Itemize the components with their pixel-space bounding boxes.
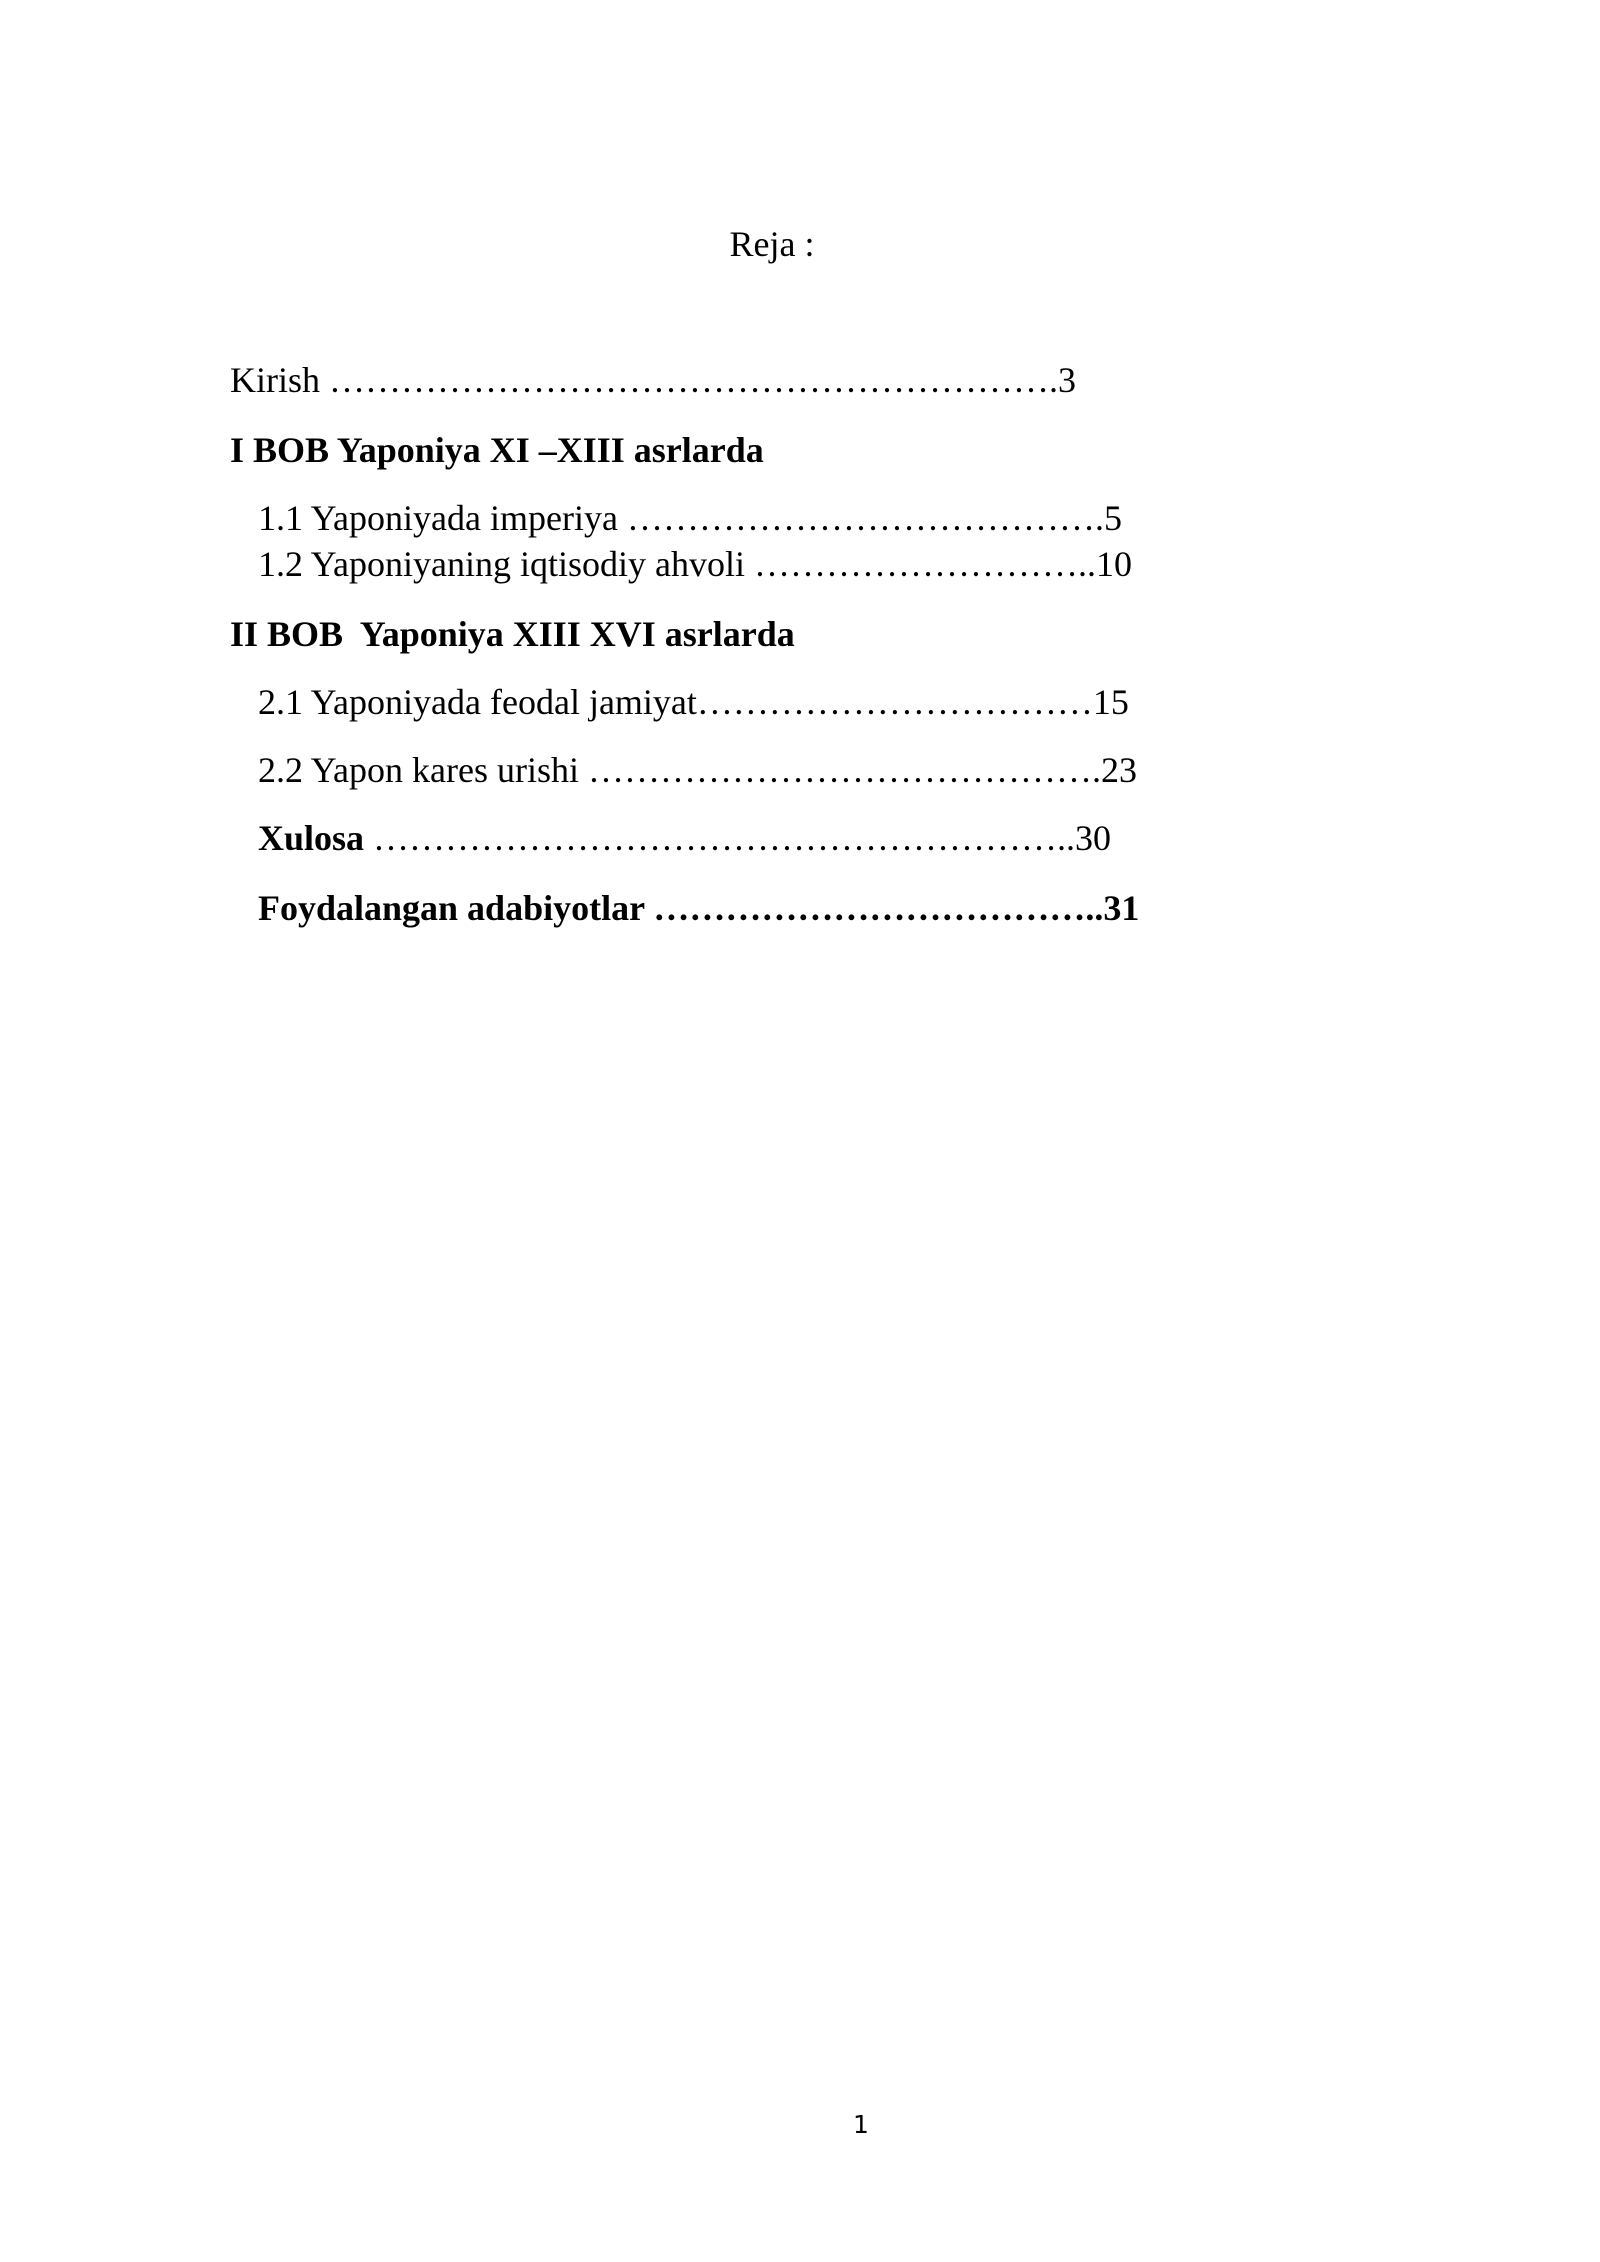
page-number: 1 bbox=[853, 2110, 869, 2139]
toc-entry-2-1: 2.1 Yaponiyada feodal jamiyat……………………………15 bbox=[258, 682, 1129, 722]
toc-entry-kirish: Kirish …………………………………………………….3 bbox=[230, 360, 1076, 400]
toc-entry-xulosa-label: Xulosa bbox=[258, 818, 365, 858]
toc-entry-adabiyotlar: Foydalangan adabiyotlar ………………………………..31 bbox=[258, 888, 1140, 928]
toc-entry-1-1: 1.1 Yaponiyada imperiya ………………………………….5 bbox=[258, 498, 1122, 538]
toc-chapter-2: II BOB Yaponiya XIII XVI asrlarda bbox=[230, 614, 795, 654]
page-title: Reja : bbox=[729, 224, 815, 264]
toc-entry-1-2: 1.2 Yaponiyaning iqtisodiy ahvoli ………………………..10 bbox=[258, 544, 1133, 584]
toc-chapter-1: I BOB Yaponiya XI –XIII asrlarda bbox=[230, 430, 764, 470]
toc-entry-xulosa bbox=[258, 816, 1111, 860]
toc-entry-xulosa-leader: …………………………………………………..30 bbox=[364, 818, 1112, 858]
toc-entry-2-2: 2.2 Yapon kares urishi …………………………………….23 bbox=[258, 750, 1137, 790]
